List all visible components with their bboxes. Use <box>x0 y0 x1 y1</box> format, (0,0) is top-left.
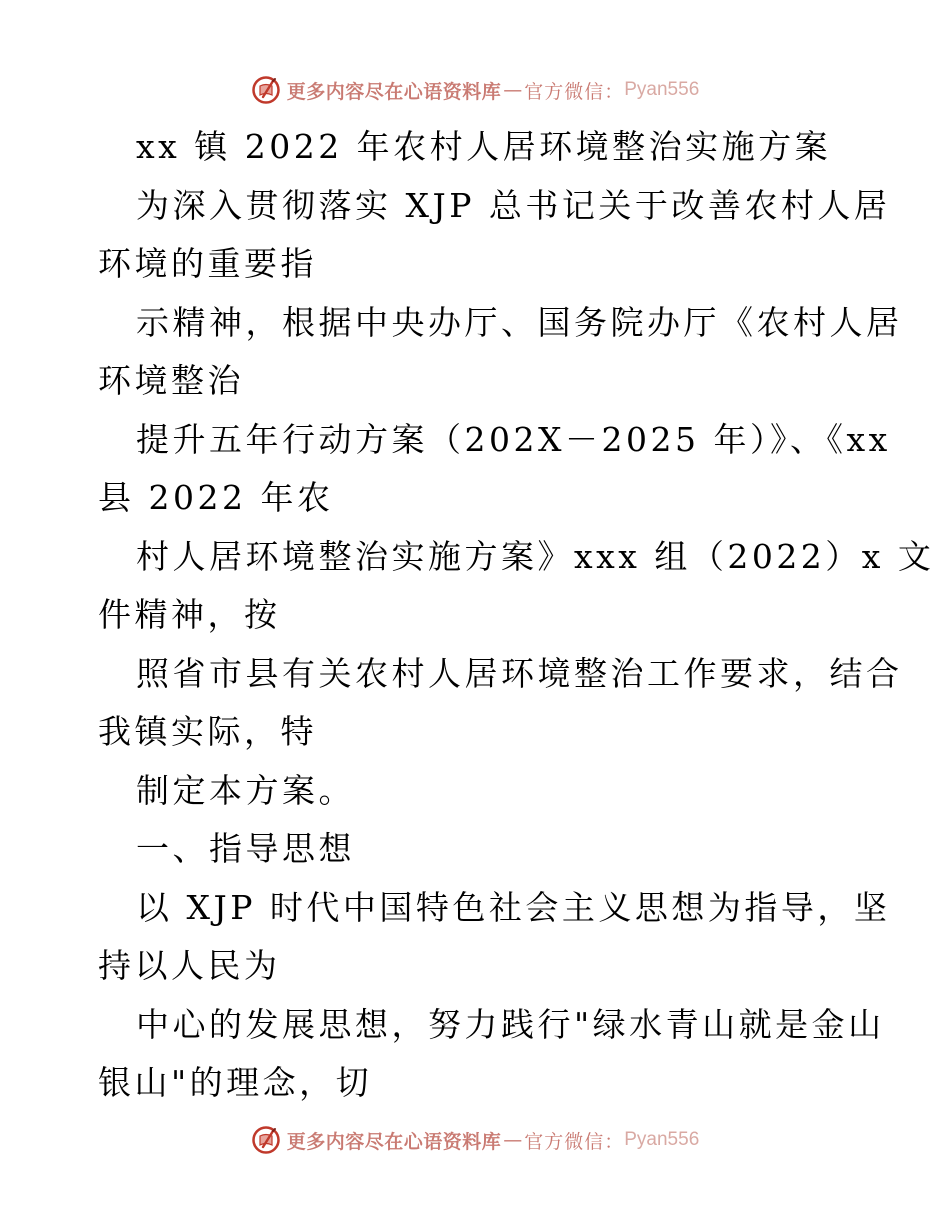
header-banner <box>0 70 950 110</box>
text-line: 村人居环境整治实施方案》xxx 组（2022）x 文 <box>136 536 935 576</box>
book-pen-logo-icon <box>251 1125 281 1155</box>
book-pen-logo-icon <box>251 75 281 105</box>
text-line: 持以人民为 <box>98 946 281 985</box>
text-line: 以 XJP 时代中国特色社会主义思想为指导，坚 <box>136 887 891 927</box>
banner-promo-text: 更多内容尽在心语资料库 <box>286 80 502 103</box>
text-line: 照省市县有关农村人居环境整治工作要求，结合 <box>136 653 903 693</box>
banner-wechat-id: Pyan556 <box>624 79 700 100</box>
document-title: xx 镇 2022 年农村人居环境整治实施方案 <box>136 127 832 166</box>
text-line: 环境整治 <box>98 361 244 400</box>
text-line: 示精神，根据中央办厅、国务院办厅《农村人居 <box>136 302 903 342</box>
section-heading: 一、指导思想 <box>136 829 355 868</box>
text-line: 县 2022 年农 <box>98 478 334 517</box>
document-body <box>98 118 935 1113</box>
banner-promo-text: 更多内容尽在心语资料库 <box>286 1130 502 1153</box>
text-line: 中心的发展思想，努力践行"绿水青山就是金山 <box>136 1004 885 1044</box>
text-line: 件精神，按 <box>98 595 281 634</box>
banner-wechat-id: Pyan556 <box>624 1129 700 1150</box>
text-line: 环境的重要指 <box>98 244 317 283</box>
text-line: 制定本方案。 <box>136 770 355 810</box>
text-line: 提升五年行动方案（202X－2025 年）》、《xx <box>136 419 891 459</box>
banner-wechat-label: 官方微信： <box>524 80 625 103</box>
text-line: 我镇实际，特 <box>98 712 317 751</box>
banner-wechat-label: 官方微信： <box>524 1130 625 1153</box>
text-line: 银山"的理念，切 <box>98 1063 373 1102</box>
banner-separator: — <box>503 79 523 101</box>
footer-banner <box>0 1120 950 1160</box>
text-line: 为深入贯彻落实 XJP 总书记关于改善农村人居 <box>136 185 891 225</box>
banner-separator: — <box>503 1129 523 1151</box>
